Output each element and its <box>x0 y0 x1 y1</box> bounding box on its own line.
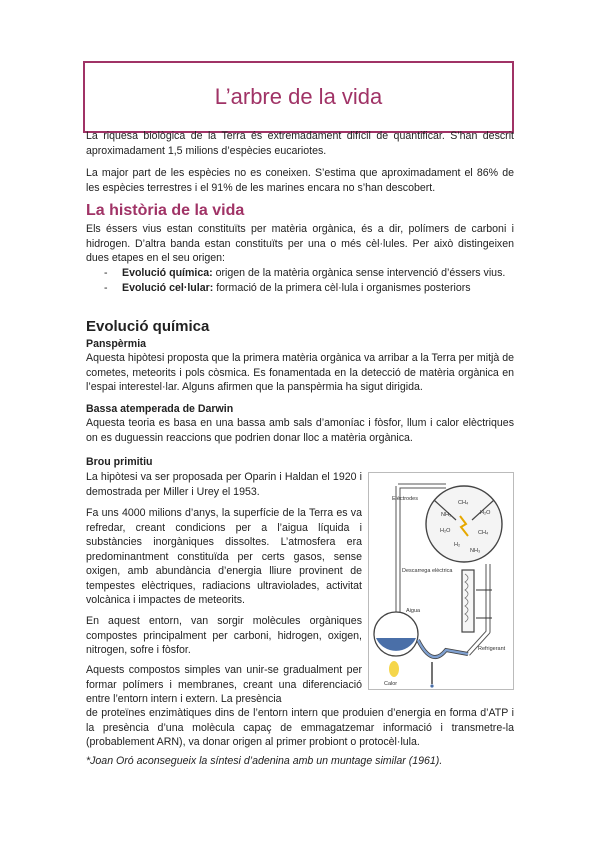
title-box <box>83 61 514 133</box>
miller-urey-diagram <box>368 472 514 690</box>
miller-urey-figure <box>368 472 514 690</box>
brou-paragraph-3: En aquest entorn, van sorgir molècules orgàniques compostes principalment per carboni, hidrogen, oxigen, nitrogen, sofre i fòsfor. <box>86 615 362 656</box>
panspermia-paragraph: Aquesta hipòtesi proposta que la primera matèria orgànica va arribar a la Terra per mitjà de cometes, meteorits i pols còsmica. Es fonamentada en la detecció de matèria orgànica en l’espai interestel·lar. Alguns afirmen que la panspèrmia ha sigut dirigida. <box>86 352 514 393</box>
subheading-panspermia: Panspèrmia <box>86 338 147 350</box>
gas-label-nh3-2: NH₃ <box>470 548 481 554</box>
historia-paragraph: Els éssers vius estan constituïts per matèria orgànica, és a dir, polímers de carboni i hidrogen. D’altra banda estan constituïts per una o més cèl·lules. Per això distingeixen dues etapes en el seu origen: <box>86 223 514 264</box>
oro-note: *Joan Oró aconsegueix la síntesi d’adenina amb un muntage similar (1961). <box>86 755 443 767</box>
label-water: Aigua <box>406 608 421 614</box>
subheading-brou-primitiu: Brou primitiu <box>86 456 153 468</box>
subheading-darwin: Bassa atemperada de Darwin <box>86 403 234 415</box>
flame-icon <box>389 661 399 677</box>
gas-label-ch4: CH₄ <box>458 500 469 506</box>
page-title: L’arbre de la vida <box>214 84 383 109</box>
gas-flask <box>426 486 502 562</box>
label-electrodes: Elèctrodes <box>392 496 418 502</box>
list-item-desc: origen de la matèria orgànica sense intervenció d’éssers vius. <box>212 267 506 279</box>
intro-paragraph-2: La major part de les espècies no es coneixen. S’estima que aproximadament el 86% de les espècies terrestres i el 91% de les marines encara no s’han descobert. <box>86 167 514 194</box>
list-item-term: Evolució química: <box>122 267 213 279</box>
section-heading-historia: La història de la vida <box>86 202 245 219</box>
brou-paragraph-1: La hipòtesi va ser proposada per Oparin i Haldan el 1920 i demostrada per Miller i Urey el 1953. <box>86 471 362 498</box>
gas-label-h2o-2: H₂O <box>440 528 451 534</box>
label-heat: Calor <box>384 681 398 687</box>
list-item-term: Evolució cel·lular: <box>122 281 214 294</box>
origin-stages-list <box>86 266 514 295</box>
gas-label-h2o: H₂O <box>480 510 491 516</box>
label-discharge: Descarrega elèctrica <box>402 568 453 574</box>
label-cooling: Refrigerant <box>478 646 506 652</box>
drop <box>430 684 433 687</box>
gas-label-nh3: NH₃ <box>441 512 452 518</box>
darwin-paragraph: Aquesta teoria es basa en una bassa amb sals d’amoníac i fòsfor, llum i calor elèctriques on es duguessin reaccions que podrien donar lloc a matèria orgànica. <box>86 417 514 444</box>
intro-paragraph-1: La riquesa biològica de la Terra és extremadament difícil de quantificar. S’han descrit aproximadament 1,5 milions d’espècies eucariotes. <box>86 130 514 157</box>
gas-label-ch4-2: CH₄ <box>478 530 489 536</box>
section-heading-evolucio-quimica: Evolució química <box>86 318 210 335</box>
list-item <box>86 281 514 296</box>
brou-paragraph-4a: Aquests compostos simples van unir-se gradualment per formar polímers i membranes, creant una diferenciació entre l’entorn intern i extern. La presència <box>86 664 362 705</box>
list-item <box>86 266 514 281</box>
list-item-desc: formació de la primera cèl·lula i organismes posteriors <box>213 281 471 294</box>
gas-label-h2: H₂ <box>454 542 461 548</box>
brou-paragraph-2: Fa uns 4000 milions d’anys, la superfície de la Terra es va refredar, creant condicions per a l’aigua líquida i substàncies inorgàniques dissoltes. L’atmosfera era predominantment constituïda per certs gasos, sense oxigen, amb abundància d’energia lliure provinent de tempestes elèctriques, radiacions ultraviolades, activitat volcànica i impactes de meteorits. <box>86 507 362 606</box>
brou-paragraph-4b: de proteïnes enzimàtiques dins de l’entorn intern que produien d’energia en forma d’ATP i la presència d’una molècula capaç de emmagatzemar informació i transmetre-la (probablement ARN), va donar origen al primer probiont o protocèl·lula. <box>86 707 514 748</box>
